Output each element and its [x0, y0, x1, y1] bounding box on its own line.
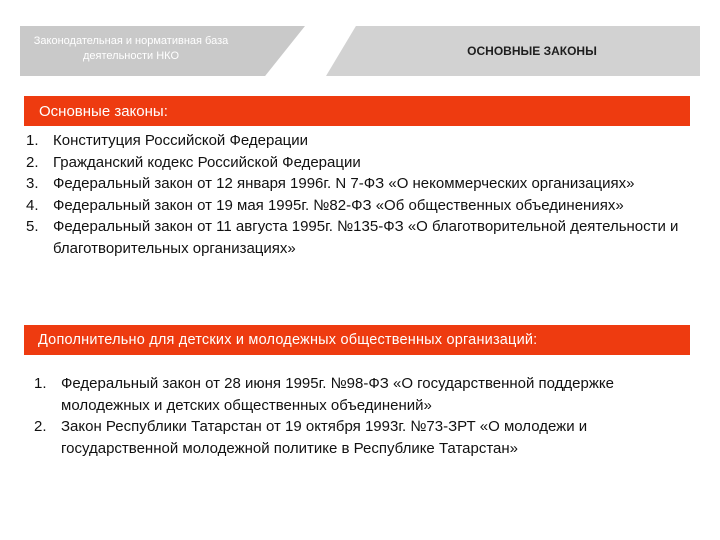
- list-item-text: Федеральный закон от 19 мая 1995г. №82-ФЗ «Об общественных объединениях»: [53, 196, 624, 214]
- list-item-text: Федеральный закон от 28 июня 1995г. №98-ФЗ «О государственной поддержке молодежных и детских общественных объединений»: [61, 375, 614, 414]
- list-item: [24, 195, 704, 217]
- section-banner-main-laws: [24, 96, 690, 126]
- list-item-text: Конституция Российской Федерации: [53, 132, 309, 149]
- list-item-number: 1.: [26, 132, 39, 149]
- list-item-number: 3.: [26, 175, 39, 192]
- header-right-tab-label: ОСНОВНЫЕ ЗАКОНЫ: [467, 44, 597, 58]
- main-laws-list: [24, 130, 704, 259]
- section-title: Основные законы:: [39, 102, 168, 120]
- list-item-text: Гражданский кодекс Российской Федерации: [53, 153, 361, 171]
- header-left-tab-label: Законодательная и нормативная база деятельности НКО: [33, 35, 229, 62]
- list-item-text: Федеральный закон от 12 января 1996г. N 7-ФЗ «О некоммерческих организациях»: [53, 175, 635, 192]
- section-banner-youth-orgs: [24, 325, 690, 355]
- list-item-text: Федеральный закон от 11 августа 1995г. №135-ФЗ «О благотворительной деятельности и благотворительных организациях»: [53, 218, 679, 257]
- list-item: [32, 416, 702, 459]
- list-item-number: 5.: [26, 218, 39, 235]
- list-item: [24, 130, 704, 152]
- list-item: [24, 173, 704, 195]
- list-item-number: 4.: [26, 196, 39, 214]
- list-item-text: Закон Республики Татарстан от 19 октября 1993г. №73-ЗРТ «О молодежи и государственной молодежной политике в Республике Татарстан»: [61, 418, 588, 457]
- list-item-number: 2.: [34, 418, 47, 435]
- list-item-number: 2.: [26, 153, 39, 171]
- list-item-number: 1.: [34, 375, 47, 392]
- slide-header: [0, 0, 720, 80]
- list-item: [24, 216, 704, 259]
- youth-laws-list: [32, 373, 702, 459]
- list-item: [32, 373, 702, 416]
- section-title: Дополнительно для детских и молодежных общественных организаций:: [38, 332, 538, 348]
- list-item: [24, 152, 704, 174]
